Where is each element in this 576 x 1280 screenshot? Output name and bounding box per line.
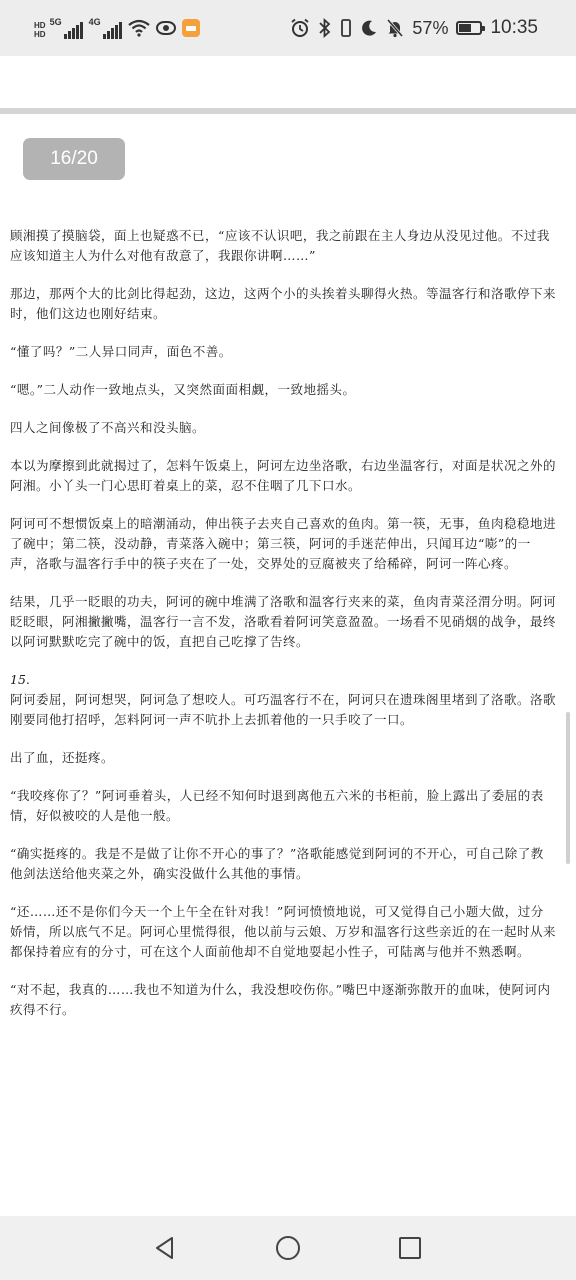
mute-icon xyxy=(386,18,404,38)
battery-level-fill xyxy=(459,24,470,32)
paragraph: “嗯。”二人动作一致地点头，又突然面面相觑，一致地摇头。 xyxy=(10,382,356,397)
paragraph: “我咬疼你了？”阿诃垂着头，人已经不知何时退到离他五六米的书柜前，脸上露出了委屈的表情，好似被咬的人是他一般。 xyxy=(10,788,544,823)
home-icon xyxy=(274,1234,302,1262)
paragraph: 阿诃可不想惯饭桌上的暗潮涌动，伸出筷子去夹自己喜欢的鱼肉。第一筷，无事，鱼肉稳稳地进了碗中；第二筷，没动静，青菜落入碗中；第三筷，阿诃的手迷茫伸出，只闻耳边“嘭”的一声，洛歌与温客行手中的筷子夹在了一处，交界处的豆腐被夹了给稀碎，阿诃一阵心疼。 xyxy=(10,516,556,571)
moon-icon xyxy=(360,19,378,37)
alarm-icon xyxy=(290,18,310,38)
system-nav-bar xyxy=(0,1216,576,1280)
paragraph: 出了血，还挺疼。 xyxy=(10,750,115,765)
paragraph: “确实挺疼的。我是不是做了让你不开心的事了？”洛歌能感觉到阿诃的不开心，可自己除了教他剑法送给他夹菜之外，确实没做什么其他的事情。 xyxy=(10,846,544,881)
paragraph: 那边，那两个大的比剑比得起劲，这边，这两个小的头挨着头聊得火热。等温客行和洛歌停下来时，他们这边也刚好结束。 xyxy=(10,286,556,321)
eye-icon xyxy=(156,21,176,35)
bluetooth-icon xyxy=(318,18,332,38)
status-right-group xyxy=(290,14,538,42)
paragraph: 阿诃委屈，阿诃想哭，阿诃急了想咬人。可巧温客行不在，阿诃只在遗珠阁里堵到了洛歌。洛歌刚要同他打招呼，怎料阿诃一声不吭扑上去抓着他的一只手咬了一口。 xyxy=(10,692,556,727)
reader-text-area[interactable] xyxy=(10,226,556,1206)
status-left-group xyxy=(34,14,200,42)
wifi-icon xyxy=(128,19,150,37)
paragraph: 顾湘摸了摸脑袋，面上也疑惑不已，“应该不认识吧，我之前跟在主人身边从没见过他。不过我应该知道主人为什么对他有敌意了，我跟你讲啊……” xyxy=(10,228,550,263)
paragraph: 结果，几乎一眨眼的功夫，阿诃的碗中堆满了洛歌和温客行夹来的菜，鱼肉青菜泾渭分明。阿诃眨眨眼，阿湘撇撇嘴，温客行一言不发，洛歌看着阿诃笑意盈盈。一场看不见硝烟的战争，最终以阿诃默默吃完了碗中的饭，直把自己吃撑了告终。 xyxy=(10,594,556,649)
paragraph: “懂了吗？”二人异口同声，面色不善。 xyxy=(10,344,232,359)
paragraph: “对不起，我真的……我也不知道为什么，我没想咬伤你。”嘴巴中逐渐弥散开的血味，使阿诃内疚得不行。 xyxy=(10,982,551,1017)
sim1-tech-label: 5G xyxy=(49,17,62,27)
top-divider xyxy=(0,108,576,114)
status-bar xyxy=(0,0,576,56)
vibrate-icon xyxy=(340,18,352,38)
signal-5g-icon xyxy=(34,17,83,39)
recents-button[interactable] xyxy=(396,1234,424,1262)
recents-icon xyxy=(397,1235,423,1261)
reader-top-area[interactable] xyxy=(0,56,576,108)
battery-percent: 57% xyxy=(412,17,449,38)
sim2-hd-label: HD xyxy=(34,30,46,39)
sim1-hd-label: HD xyxy=(34,21,46,30)
back-icon xyxy=(152,1235,178,1261)
clock: 10:35 xyxy=(490,17,538,38)
battery-icon xyxy=(456,21,482,35)
paragraph: “还……还不是你们今天一个上午全在针对我！”阿诃愤愤地说，可又觉得自己小题大做，过分娇情，所以底气不足。阿诃心里慌得很，他以前与云娘、万岁和温客行这些亲近的在一起时从来都保持着应有的分寸，可在这个人面前他却不自觉地耍起小性子，可陆离与他并不熟悉啊。 xyxy=(10,904,556,959)
home-button[interactable] xyxy=(274,1234,302,1262)
paragraph: 本以为摩擦到此就揭过了，怎料午饭桌上，阿诃左边坐洛歌，右边坐温客行，对面是状况之外的阿湘。小丫头一门心思盯着桌上的菜，忍不住咽了几下口水。 xyxy=(10,458,556,493)
sim2-tech-label: 4G xyxy=(88,17,101,27)
paragraph: 四人之间像极了不高兴和没头脑。 xyxy=(10,420,206,435)
app-notification-icon xyxy=(182,19,200,37)
page-indicator: 16/20 xyxy=(23,138,125,180)
scrollbar-thumb[interactable] xyxy=(566,712,570,864)
chapter-number: 15. xyxy=(10,672,30,687)
back-button[interactable] xyxy=(151,1234,179,1262)
signal-4g-icon xyxy=(89,17,122,39)
